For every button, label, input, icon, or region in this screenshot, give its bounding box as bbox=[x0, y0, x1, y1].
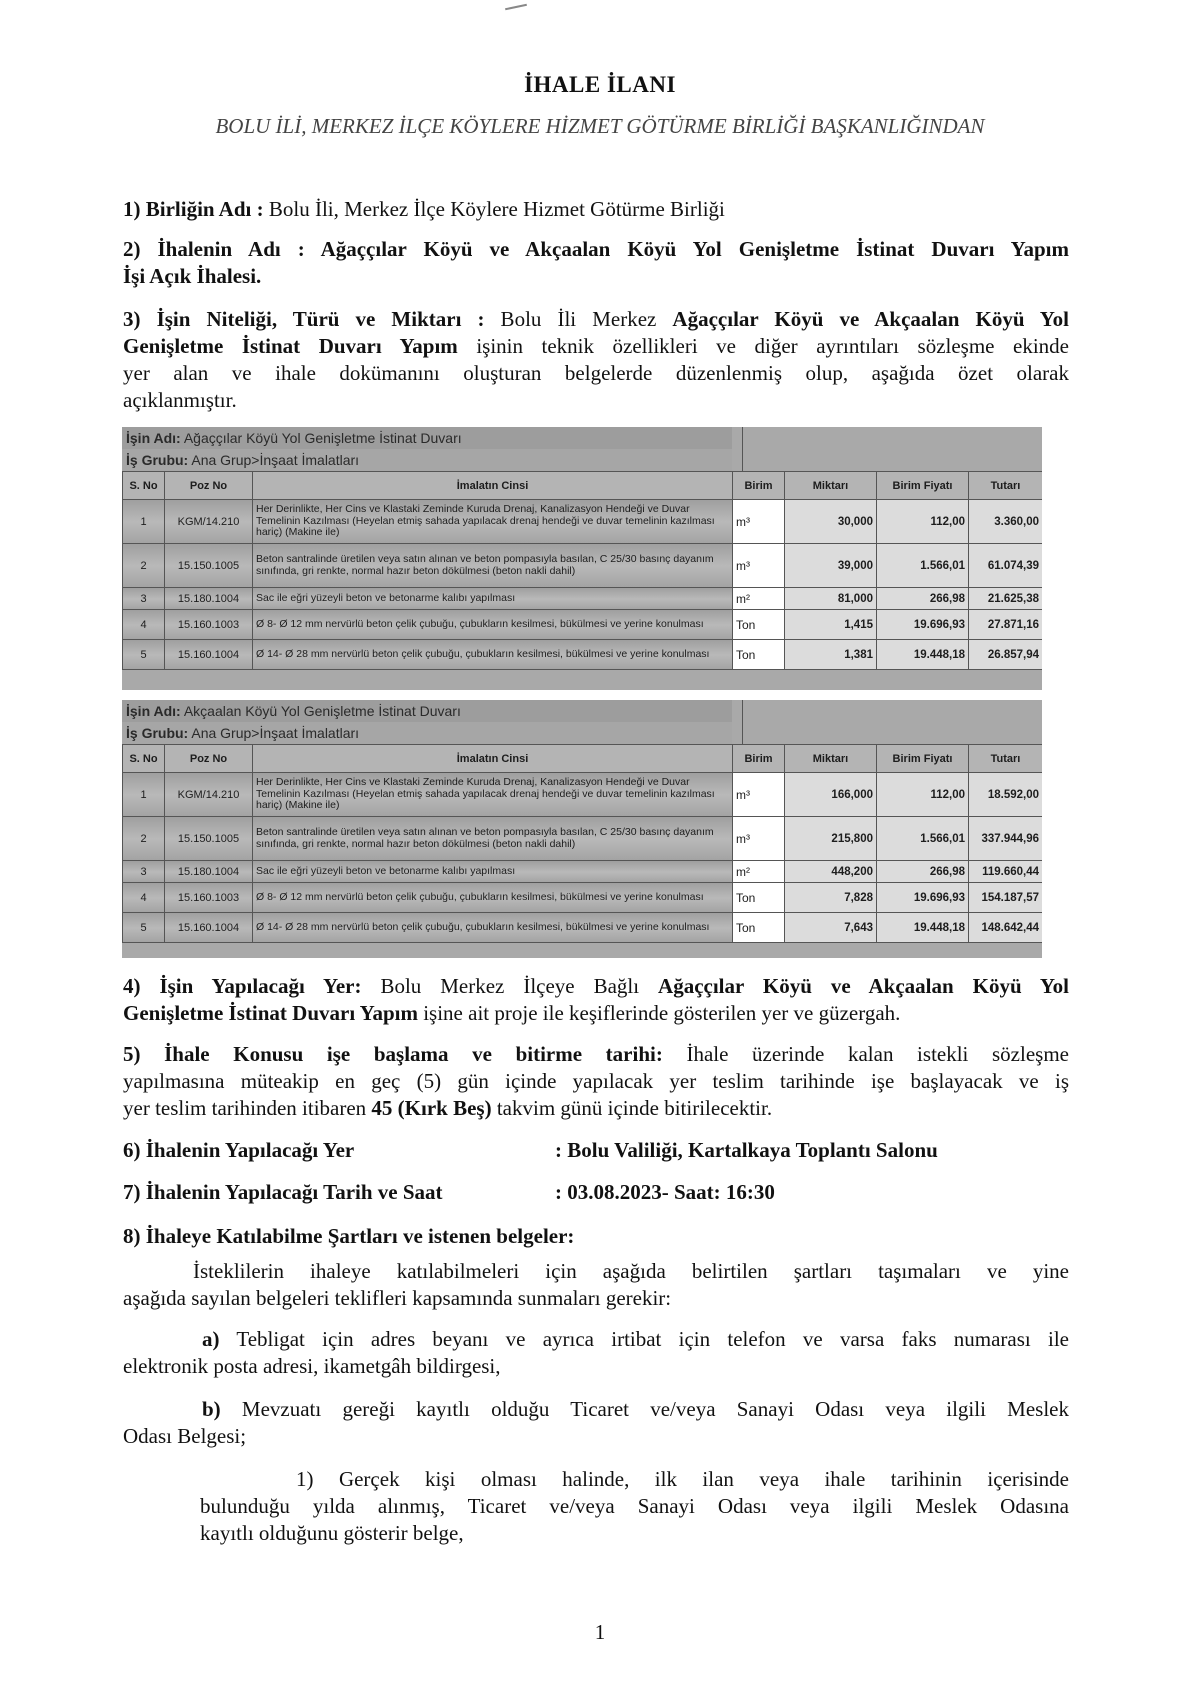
item-6-label: 6) İhalenin Yapılacağı Yer bbox=[123, 1138, 355, 1162]
item-5-text-c1: yer teslim tarihinden itibaren bbox=[123, 1096, 372, 1120]
unit-price: 19.696,93 bbox=[877, 610, 969, 640]
table-2-group-value: Ana Grup>İnşaat İmalatları bbox=[188, 725, 360, 741]
table-2-grid bbox=[122, 744, 1042, 943]
unit-price: 19.696,93 bbox=[877, 883, 969, 913]
clause-b1-text-b: bulunduğu yılda alınmış, Ticaret ve/veya Sanayi Odası veya ilgili Meslek Odasına bbox=[200, 1494, 1069, 1518]
item-4-line-2 bbox=[123, 1000, 1069, 1026]
col-header: İmalatın Cinsi bbox=[253, 745, 733, 773]
item-3-bold-a: Ağaççılar Köyü ve Akçaalan Köyü Yol bbox=[672, 307, 1069, 331]
work-description: Her Derinlikte, Her Cins ve Klastaki Zeminde Kuruda Drenaj, Kanalizasyon Hendeği ve Duvar Temelinin Kazılması (Heyelan etmiş sahada yapılacak drenaj hendeği ve duvar temelinin kazılması hariç) (Makine ile) bbox=[253, 773, 733, 817]
total: 3.360,00 bbox=[969, 500, 1043, 544]
total: 21.625,38 bbox=[969, 588, 1043, 610]
item-4-pre: Bolu Merkez İlçeye Bağlı bbox=[361, 974, 659, 998]
col-header: Miktarı bbox=[785, 472, 877, 500]
item-3-rest-c: açıklanmıştır. bbox=[123, 388, 237, 412]
clause-b1-line-2 bbox=[200, 1493, 1069, 1519]
poz-no: 15.150.1005 bbox=[165, 544, 253, 588]
row-number: 2 bbox=[123, 817, 165, 861]
work-description: Her Derinlikte, Her Cins ve Klastaki Zeminde Kuruda Drenaj, Kanalizasyon Hendeği ve Duvar Temelinin Kazılması (Heyelan etmiş sahada yapılacak drenaj hendeği ve duvar temelinin kazılması hariç) (Makine ile) bbox=[253, 500, 733, 544]
row-number: 1 bbox=[123, 773, 165, 817]
item-5-line-1 bbox=[123, 1041, 1069, 1067]
table-row bbox=[123, 861, 1043, 883]
poz-no: 15.160.1003 bbox=[165, 883, 253, 913]
col-header: Tutarı bbox=[969, 472, 1043, 500]
total: 337.944,96 bbox=[969, 817, 1043, 861]
item-1-text: Bolu İli, Merkez İlçe Köylere Hizmet Götürme Birliği bbox=[263, 197, 725, 221]
poz-no: 15.160.1004 bbox=[165, 640, 253, 670]
unit: Ton bbox=[733, 610, 785, 640]
item-3-pre: Bolu İli Merkez bbox=[484, 307, 673, 331]
clause-b-text-a: Mevzuatı gereği kayıtlı olduğu Ticaret ve/veya Sanayi Odası veya ilgili Meslek bbox=[220, 1397, 1069, 1421]
item-5-text-b: yapılmasına müteakip en geç (5) gün içinde yapılacak yer teslim tarihinde işe başlayacak ve iş bbox=[123, 1069, 1069, 1093]
unit: m³ bbox=[733, 773, 785, 817]
unit: Ton bbox=[733, 640, 785, 670]
item-7-label: 7) İhalenin Yapılacağı Tarih ve Saat bbox=[123, 1180, 443, 1204]
quantity: 81,000 bbox=[785, 588, 877, 610]
unit-price: 112,00 bbox=[877, 500, 969, 544]
table-row bbox=[123, 544, 1043, 588]
poz-no: 15.160.1003 bbox=[165, 610, 253, 640]
table-1-job-value: Ağaççılar Köyü Yol Genişletme İstinat Duvarı bbox=[180, 430, 462, 446]
poz-no: KGM/14.210 bbox=[165, 773, 253, 817]
total: 154.187,57 bbox=[969, 883, 1043, 913]
col-header: Poz No bbox=[165, 745, 253, 773]
item-5-label: 5) İhale Konusu işe başlama ve bitirme tarihi: bbox=[123, 1042, 663, 1066]
table-2-job-key: İşin Adı: bbox=[126, 703, 181, 719]
item-6-value: : Bolu Valiliği, Kartalkaya Toplantı Salonu bbox=[555, 1138, 938, 1162]
quantity: 30,000 bbox=[785, 500, 877, 544]
scan-mark bbox=[505, 4, 527, 11]
clause-a-text-a: Tebligat için adres beyanı ve ayrıca irtibat için telefon ve varsa faks numarası ile bbox=[219, 1327, 1069, 1351]
work-description: Ø 8- Ø 12 mm nervürlü beton çelik çubuğu, çubukların kesilmesi, bükülmesi ve yerine konulması bbox=[253, 610, 733, 640]
col-header: Tutarı bbox=[969, 745, 1043, 773]
item-4-rest: işine ait proje ile keşiflerinde gösterilen yer ve güzergah. bbox=[417, 1001, 901, 1025]
poz-no: 15.150.1005 bbox=[165, 817, 253, 861]
page-subtitle: BOLU İLİ, MERKEZ İLÇE KÖYLERE HİZMET GÖTÜRME BİRLİĞİ BAŞKANLIĞINDAN bbox=[215, 114, 985, 138]
table-divider bbox=[742, 427, 743, 471]
clause-b1-text-a: 1) Gerçek kişi olması halinde, ilk ilan veya ihale tarihinin içerisinde bbox=[296, 1467, 1069, 1491]
table-1-job-key: İşin Adı: bbox=[126, 430, 181, 446]
item-4-line-1 bbox=[123, 973, 1069, 999]
row-number: 3 bbox=[123, 861, 165, 883]
unit-price: 1.566,01 bbox=[877, 544, 969, 588]
quantity: 1,381 bbox=[785, 640, 877, 670]
quantity: 448,200 bbox=[785, 861, 877, 883]
poz-no: KGM/14.210 bbox=[165, 500, 253, 544]
work-description: Ø 14- Ø 28 mm nervürlü beton çelik çubuğu, çubukların kesilmesi, bükülmesi ve yerine konulması bbox=[253, 913, 733, 943]
clause-a-text-b: elektronik posta adresi, ikametgâh bildirgesi, bbox=[123, 1354, 501, 1378]
work-description: Ø 8- Ø 12 mm nervürlü beton çelik çubuğu, çubukların kesilmesi, bükülmesi ve yerine konulması bbox=[253, 883, 733, 913]
table-row bbox=[123, 588, 1043, 610]
table-divider bbox=[742, 700, 743, 744]
clause-b1-text-c: kayıtlı olduğunu gösterir belge, bbox=[200, 1521, 464, 1545]
work-description: Beton santralinde üretilen veya satın alınan ve beton pompasıyla basılan, C 25/30 basınç dayanım sınıfında, gri renkte, normal hazır beton dökülmesi (beton nakli dahil) bbox=[253, 817, 733, 861]
total: 27.871,16 bbox=[969, 610, 1043, 640]
table-row bbox=[123, 640, 1043, 670]
table-row bbox=[123, 773, 1043, 817]
item-5-duration: 45 (Kırk Beş) bbox=[371, 1096, 492, 1120]
unit-price: 19.448,18 bbox=[877, 913, 969, 943]
unit: m³ bbox=[733, 500, 785, 544]
table-2-group-key: İş Grubu: bbox=[126, 725, 189, 741]
table-row bbox=[123, 610, 1043, 640]
clause-b1-line-1 bbox=[296, 1466, 1069, 1492]
item-4-label: 4) İşin Yapılacağı Yer: bbox=[123, 974, 362, 998]
quantity: 1,415 bbox=[785, 610, 877, 640]
item-2-label: 2) İhalenin Adı : bbox=[123, 237, 305, 261]
item-2-text-2: İşi Açık İhalesi. bbox=[123, 264, 262, 288]
item-5-line-3 bbox=[123, 1095, 1069, 1121]
total: 18.592,00 bbox=[969, 773, 1043, 817]
poz-no: 15.180.1004 bbox=[165, 588, 253, 610]
item-1-label: 1) Birliğin Adı : bbox=[123, 197, 264, 221]
col-header: Birim bbox=[733, 472, 785, 500]
total: 119.660,44 bbox=[969, 861, 1043, 883]
table-1-job-name bbox=[122, 427, 732, 449]
item-8-text-a: İsteklilerin ihaleye katılabilmeleri için aşağıda belirtilen şartları taşımaları ve yine bbox=[193, 1259, 1069, 1283]
item-8-label bbox=[123, 1223, 1069, 1249]
row-number: 5 bbox=[123, 913, 165, 943]
row-number: 3 bbox=[123, 588, 165, 610]
item-8-line-2 bbox=[123, 1285, 1069, 1311]
col-header: İmalatın Cinsi bbox=[253, 472, 733, 500]
item-3-rest-b: yer alan ve ihale dokümanını oluşturan belgelerde düzenlenmiş olup, aşağıda özet olarak bbox=[123, 361, 1069, 385]
item-3-line-2 bbox=[123, 333, 1069, 359]
item-3-bold-b: Genişletme İstinat Duvarı Yapım bbox=[123, 334, 458, 358]
cost-table-2 bbox=[122, 700, 1042, 958]
work-description: Sac ile eğri yüzeyli beton ve betonarme kalıbı yapılması bbox=[253, 588, 733, 610]
table-row bbox=[123, 500, 1043, 544]
col-header: Miktarı bbox=[785, 745, 877, 773]
item-2-cont bbox=[123, 263, 1069, 289]
quantity: 7,828 bbox=[785, 883, 877, 913]
total: 148.642,44 bbox=[969, 913, 1043, 943]
table-row bbox=[123, 817, 1043, 861]
table-2-job-name bbox=[122, 700, 732, 722]
table-1-group-value: Ana Grup>İnşaat İmalatları bbox=[188, 452, 360, 468]
item-3-label: 3) İşin Niteliği, Türü ve Miktarı : bbox=[123, 307, 485, 331]
table-1-grid bbox=[122, 471, 1042, 670]
poz-no: 15.160.1004 bbox=[165, 913, 253, 943]
item-2-text-1: Ağaççılar Köyü ve Akçaalan Köyü Yol Genişletme İstinat Duvarı Yapım bbox=[304, 237, 1069, 261]
row-number: 4 bbox=[123, 883, 165, 913]
col-header: Birim Fiyatı bbox=[877, 472, 969, 500]
unit: m² bbox=[733, 588, 785, 610]
col-header: Birim bbox=[733, 745, 785, 773]
item-4-bold-b: Genişletme İstinat Duvarı Yapım bbox=[123, 1001, 418, 1025]
table-row bbox=[123, 883, 1043, 913]
item-2 bbox=[123, 236, 1069, 262]
row-number: 2 bbox=[123, 544, 165, 588]
unit: m³ bbox=[733, 817, 785, 861]
unit: m³ bbox=[733, 544, 785, 588]
quantity: 7,643 bbox=[785, 913, 877, 943]
item-5-line-2 bbox=[123, 1068, 1069, 1094]
quantity: 166,000 bbox=[785, 773, 877, 817]
item-7-value: : 03.08.2023- Saat: 16:30 bbox=[555, 1180, 775, 1204]
total: 61.074,39 bbox=[969, 544, 1043, 588]
clause-b-label: b) bbox=[202, 1397, 221, 1421]
page-title: İHALE İLANI bbox=[524, 72, 676, 97]
item-3-line-3 bbox=[123, 360, 1069, 386]
item-8-text-b: aşağıda sayılan belgeleri teklifleri kapsamında sunmaları gerekir: bbox=[123, 1286, 672, 1310]
unit-price: 266,98 bbox=[877, 588, 969, 610]
work-description: Beton santralinde üretilen veya satın alınan ve beton pompasıyla basılan, C 25/30 basınç dayanım sınıfında, gri renkte, normal hazır beton dökülmesi (beton nakli dahil) bbox=[253, 544, 733, 588]
col-header: Birim Fiyatı bbox=[877, 745, 969, 773]
item-5-text-a: İhale üzerinde kalan istekli sözleşme bbox=[662, 1042, 1069, 1066]
item-3-line-1 bbox=[123, 306, 1069, 332]
row-number: 1 bbox=[123, 500, 165, 544]
col-header: S. No bbox=[123, 472, 165, 500]
row-number: 4 bbox=[123, 610, 165, 640]
clause-a-line-1 bbox=[202, 1326, 1069, 1352]
cost-table-1 bbox=[122, 427, 1042, 690]
table-header-row bbox=[123, 472, 1043, 500]
table-2-job-value: Akçaalan Köyü Yol Genişletme İstinat Duvarı bbox=[180, 703, 461, 719]
clause-b1-line-3 bbox=[200, 1520, 1069, 1546]
item-1 bbox=[123, 196, 1069, 222]
total: 26.857,94 bbox=[969, 640, 1043, 670]
clause-b-line-1 bbox=[202, 1396, 1069, 1422]
poz-no: 15.180.1004 bbox=[165, 861, 253, 883]
item-8-line-1 bbox=[193, 1258, 1069, 1284]
clause-a-line-2 bbox=[123, 1353, 1069, 1379]
clause-a-label: a) bbox=[202, 1327, 220, 1351]
unit-price: 266,98 bbox=[877, 861, 969, 883]
unit: m² bbox=[733, 861, 785, 883]
quantity: 39,000 bbox=[785, 544, 877, 588]
table-1-group-key: İş Grubu: bbox=[126, 452, 189, 468]
page-number: 1 bbox=[594, 1620, 606, 1644]
clause-b-text-b: Odası Belgesi; bbox=[123, 1424, 247, 1448]
work-description: Sac ile eğri yüzeyli beton ve betonarme kalıbı yapılması bbox=[253, 861, 733, 883]
item-4-bold-a: Ağaççılar Köyü ve Akçaalan Köyü Yol bbox=[658, 974, 1069, 998]
table-row bbox=[123, 913, 1043, 943]
unit: Ton bbox=[733, 883, 785, 913]
unit-price: 112,00 bbox=[877, 773, 969, 817]
quantity: 215,800 bbox=[785, 817, 877, 861]
item-3-line-4 bbox=[123, 387, 1069, 413]
work-description: Ø 14- Ø 28 mm nervürlü beton çelik çubuğu, çubukların kesilmesi, bükülmesi ve yerine konulması bbox=[253, 640, 733, 670]
unit-price: 1.566,01 bbox=[877, 817, 969, 861]
item-5-text-c2: takvim günü içinde bitirilecektir. bbox=[491, 1096, 773, 1120]
col-header: Poz No bbox=[165, 472, 253, 500]
table-2-group-name bbox=[122, 722, 732, 744]
item-8-heading: 8) İhaleye Katılabilme Şartları ve istenen belgeler: bbox=[123, 1224, 575, 1248]
clause-b-line-2 bbox=[123, 1423, 1069, 1449]
unit-price: 19.448,18 bbox=[877, 640, 969, 670]
item-3-rest-a: işinin teknik özellikleri ve diğer ayrıntıları sözleşme ekinde bbox=[457, 334, 1070, 358]
unit: Ton bbox=[733, 913, 785, 943]
row-number: 5 bbox=[123, 640, 165, 670]
table-1-group-name bbox=[122, 449, 732, 471]
col-header: S. No bbox=[123, 745, 165, 773]
table-header-row bbox=[123, 745, 1043, 773]
